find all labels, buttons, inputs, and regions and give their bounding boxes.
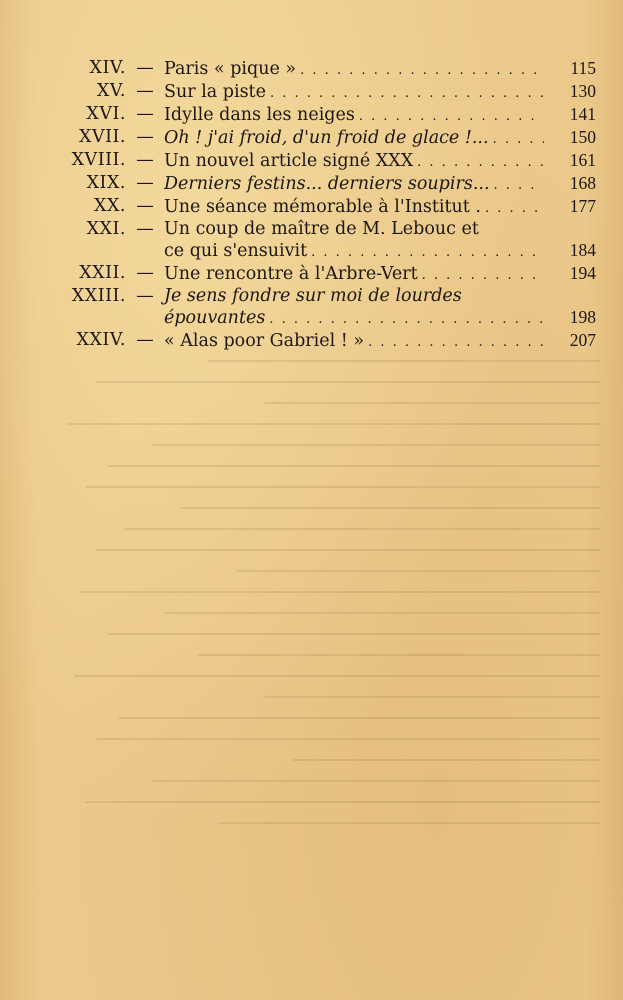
chapter-title-block <box>164 263 596 286</box>
page-number: 194 <box>569 263 596 283</box>
chapter-title-line <box>164 127 596 150</box>
chapter-title: Un nouvel article signé XXX <box>164 151 414 171</box>
chapter-title-line <box>164 81 596 104</box>
toc-entry <box>40 104 596 127</box>
toc-entry <box>40 286 596 330</box>
em-dash: — <box>136 127 154 147</box>
em-dash: — <box>136 196 154 216</box>
chapter-title-line <box>164 150 596 173</box>
page-number: 115 <box>570 58 596 78</box>
chapter-title-line <box>164 286 596 307</box>
page-number: 177 <box>569 196 596 216</box>
chapter-title: Paris « pique » <box>164 59 297 79</box>
chapter-number: XIV. <box>89 58 126 78</box>
chapter-title-line <box>164 330 596 353</box>
chapter-number: XXI. <box>86 219 126 239</box>
chapter-title-block <box>164 81 596 104</box>
chapter-title-block <box>164 196 596 219</box>
chapter-title-block <box>164 58 596 81</box>
chapter-title-block <box>164 330 596 353</box>
chapter-title-line <box>164 173 596 196</box>
chapter-title-line <box>164 58 596 81</box>
dot-leader <box>368 332 544 353</box>
chapter-title-block <box>164 286 596 330</box>
toc-entry <box>40 219 596 263</box>
chapter-title: Idylle dans les neiges <box>164 105 355 125</box>
dot-leader <box>270 83 544 104</box>
toc-entry <box>40 58 596 81</box>
dot-leader <box>359 106 544 127</box>
chapter-number: XV. <box>96 81 126 101</box>
chapter-title-line <box>164 219 596 240</box>
toc-entry <box>40 196 596 219</box>
chapter-title-block <box>164 150 596 173</box>
chapter-title-line <box>164 263 596 286</box>
chapter-number: XXIII. <box>71 286 126 306</box>
toc-entry <box>40 330 596 353</box>
chapter-title: Une rencontre à l'Arbre-Vert <box>164 264 418 284</box>
em-dash: — <box>136 58 154 78</box>
page-number: 184 <box>569 240 596 260</box>
chapter-title: Derniers festins... derniers soupirs... <box>164 174 490 194</box>
toc-entry <box>40 263 596 286</box>
chapter-title-line <box>164 196 596 219</box>
chapter-title: « Alas poor Gabriel ! » <box>164 331 365 351</box>
page-number: 207 <box>569 330 596 350</box>
chapter-title-block <box>164 219 596 263</box>
chapter-title-block <box>164 104 596 127</box>
page-number: 130 <box>569 81 596 101</box>
toc-entry <box>40 81 596 104</box>
chapter-number: XXII. <box>79 263 126 283</box>
page-number: 161 <box>569 150 596 170</box>
chapter-title-block <box>164 127 596 150</box>
chapter-title-block <box>164 173 596 196</box>
chapter-number: XVII. <box>79 127 126 147</box>
em-dash: — <box>136 150 154 170</box>
em-dash: — <box>136 219 154 239</box>
table-of-contents <box>40 58 596 353</box>
toc-entry <box>40 173 596 196</box>
chapter-title: épouvantes <box>164 308 266 328</box>
page-number: 141 <box>569 104 596 124</box>
chapter-number: XIX. <box>86 173 126 193</box>
dot-leader <box>269 309 544 330</box>
dot-leader <box>485 198 544 219</box>
chapter-title: Je sens fondre sur moi de lourdes <box>164 286 462 306</box>
chapter-title: Une séance mémorable à l'Institut . <box>164 197 481 217</box>
page-number: 198 <box>569 307 596 327</box>
chapter-number: XVI. <box>86 104 126 124</box>
chapter-number: XXIV. <box>76 330 126 350</box>
dot-leader <box>494 175 544 196</box>
em-dash: — <box>136 81 154 101</box>
dot-leader <box>493 129 544 150</box>
page-number: 168 <box>569 173 596 193</box>
em-dash: — <box>136 263 154 283</box>
chapter-title: ce qui s'ensuivit <box>164 241 308 261</box>
chapter-number: XVIII. <box>71 150 126 170</box>
chapter-title-line <box>164 104 596 127</box>
em-dash: — <box>136 330 154 350</box>
toc-entry <box>40 150 596 173</box>
dot-leader <box>422 265 544 286</box>
show-through-text <box>40 360 600 920</box>
chapter-title-line <box>164 240 596 263</box>
em-dash: — <box>136 104 154 124</box>
chapter-number: XX. <box>94 196 126 216</box>
em-dash: — <box>136 286 154 306</box>
chapter-title: Un coup de maître de M. Lebouc et <box>164 219 479 239</box>
chapter-title-line <box>164 307 596 330</box>
dot-leader <box>417 152 544 173</box>
em-dash: — <box>136 173 154 193</box>
dot-leader <box>311 242 544 263</box>
dot-leader <box>300 60 544 81</box>
page-number: 150 <box>569 127 596 147</box>
toc-entry <box>40 127 596 150</box>
chapter-title: Oh ! j'ai froid, d'un froid de glace !... <box>164 128 489 148</box>
chapter-title: Sur la piste <box>164 82 266 102</box>
